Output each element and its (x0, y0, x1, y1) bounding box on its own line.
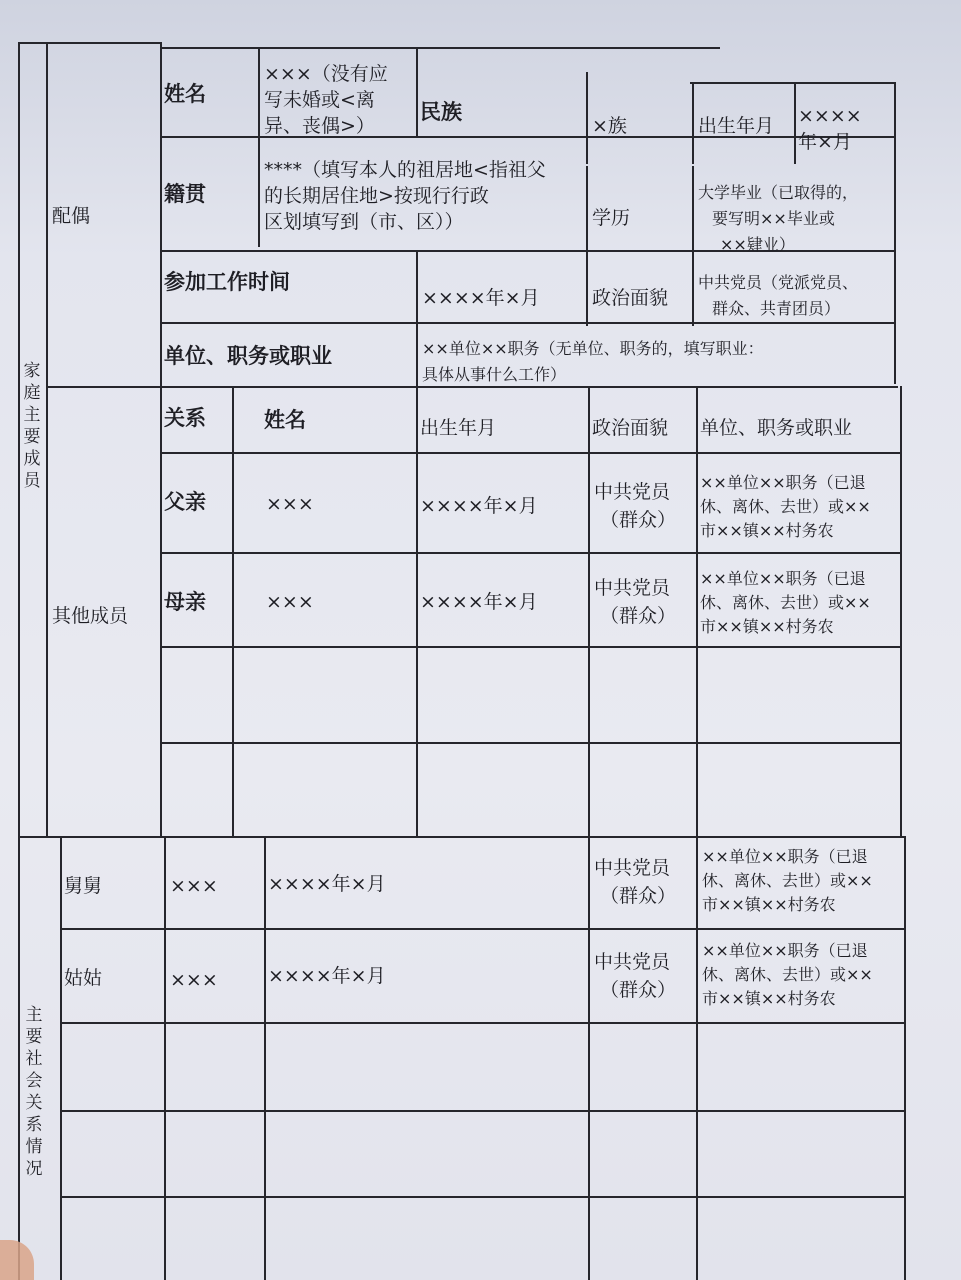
social-line (60, 1110, 906, 1112)
relation-cell: 舅舅 (64, 875, 103, 897)
job-cell-line: 市××镇××村务农 (700, 521, 834, 540)
others-header-political: 政治面貌 (592, 417, 669, 439)
others-line (160, 552, 902, 554)
relation-cell: 母亲 (164, 590, 206, 614)
job-cell-line: 市××镇××村务农 (700, 617, 834, 636)
relation-cell: 父亲 (164, 490, 206, 514)
political-cell-sub: （群众） (600, 885, 677, 907)
job-cell-line: ××单位××职务（已退 (702, 941, 868, 960)
spouse-line (416, 47, 418, 137)
social-line (60, 836, 62, 1280)
political-cell: 中共党员 (594, 857, 671, 879)
spouse-line (586, 166, 588, 326)
others-line (160, 742, 902, 744)
social-line (60, 928, 906, 930)
social-line (164, 836, 166, 1280)
spouse-top-line-right (690, 82, 896, 84)
others-line (160, 452, 902, 454)
form-page: 家庭主要成员 主要社会关系情况 配偶 姓名 ×××（没有应 写未婚或<离 异、丧偶>） 民族 ×族 出生年月 ×××× 年×月 籍贯 ****（填写本人的祖居地<指祖父 的长期居住地>按现行行政 区划填写到（市、区）） 学历 大学毕业（已取得的， 要写明××毕业或 ××肄业） 参加工作时间 ××××年×月 政治面貌 中共党员（党派党员、 群众、共青团员） 单位、职务或职业 ××单位××职务（无单位、职务的，填写职业： 具体从事什么工作） 其他成员 关系 姓名 出生年月 政治面貌 单位、职务或职业 父亲 ××× ××××年×月 中共党员 （群众） ××单位××职务（已退 休、离休、去世）或×× 市××镇××村务农 母亲 ××× ××××年×月 中共党员 （群众） ××单位××职务（已退 休、离休、去世）或×× 市××镇××村务农 舅舅 ××× ××××年×月 中共党员 （群众） ××单位××职务（已退 休、离休、去世）或×× 市××镇××村务农 姑姑 ××× ××××年×月 中共党员 （群众） ××单位××职务（已退 休、离休、去世）或×× 市××镇××村务农 (0, 0, 961, 1280)
spouse-group-label: 配偶 (52, 205, 91, 227)
spouse-line (692, 82, 694, 164)
others-line (160, 646, 902, 648)
job-cell-line: 休、离休、去世）或×× (700, 593, 871, 612)
job-cell-line: 市××镇××村务农 (702, 895, 836, 914)
name-cell: ××× (170, 875, 218, 897)
name-cell: ××× (266, 493, 314, 515)
spouse-line (692, 166, 694, 326)
birth-cell: ××××年×月 (420, 495, 538, 517)
family-bottom-line (18, 836, 904, 838)
section-label-social: 主要社会关系情况 (25, 1005, 43, 1179)
name-cell: ××× (170, 969, 218, 991)
finger-shadow (0, 1240, 34, 1280)
spouse-line (794, 82, 796, 164)
frame-top-line (18, 42, 160, 44)
political-cell: 中共党员 (594, 481, 671, 503)
others-header-job: 单位、职务或职业 (700, 417, 853, 439)
section-label-family: 家庭主要成员 (23, 361, 41, 491)
political-cell: 中共党员 (594, 951, 671, 973)
social-line (696, 836, 698, 1280)
birth-cell: ××××年×月 (268, 965, 386, 987)
spouse-line (586, 72, 588, 164)
spouse-ethnic-value: ×族 (592, 115, 627, 137)
birth-cell: ××××年×月 (420, 591, 538, 613)
frame-left-line (18, 42, 20, 1280)
job-cell-line: 市××镇××村务农 (702, 989, 836, 1008)
job-cell-line: ××单位××职务（已退 (700, 569, 866, 588)
relation-cell: 姑姑 (64, 967, 103, 989)
job-cell-line: ××单位××职务（已退 (702, 847, 868, 866)
spouse-worktime-label: 参加工作时间 (164, 270, 290, 294)
birth-cell: ××××年×月 (268, 873, 386, 895)
others-header-name: 姓名 (264, 408, 306, 432)
job-cell-line: 休、离休、去世）或×× (702, 965, 873, 984)
spouse-line (160, 322, 896, 324)
job-cell-line: 休、离休、去世）或×× (700, 497, 871, 516)
spouse-native-label: 籍贯 (164, 182, 206, 206)
spouse-job-label: 单位、职务或职业 (164, 344, 332, 368)
political-cell-sub: （群众） (600, 605, 677, 627)
spouse-political-label: 政治面貌 (592, 287, 669, 309)
group-divider-line (160, 42, 162, 838)
spouse-edu-label: 学历 (592, 207, 631, 229)
social-line (60, 1196, 906, 1198)
spouse-bottom-line (46, 386, 898, 388)
spouse-worktime-value: ××××年×月 (422, 287, 540, 309)
spouse-line (416, 250, 418, 322)
job-cell-line: ××单位××职务（已退 (700, 473, 866, 492)
job-cell-line: 休、离休、去世）或×× (702, 871, 873, 890)
others-group-label: 其他成员 (52, 605, 129, 627)
social-line (264, 836, 266, 1280)
section-divider-line (46, 42, 48, 838)
political-cell-sub: （群众） (600, 509, 677, 531)
others-header-relation: 关系 (164, 406, 206, 430)
social-right-line (904, 836, 906, 1280)
social-line (588, 836, 590, 1280)
spouse-name-label: 姓名 (164, 82, 206, 106)
political-cell-sub: （群众） (600, 979, 677, 1001)
spouse-top-line (160, 47, 720, 49)
social-line (60, 1022, 906, 1024)
others-header-birth: 出生年月 (420, 417, 497, 439)
political-cell: 中共党员 (594, 577, 671, 599)
spouse-line (258, 47, 260, 247)
name-cell: ××× (266, 591, 314, 613)
spouse-birth-label: 出生年月 (698, 115, 775, 137)
spouse-line (416, 322, 418, 386)
spouse-right-line (894, 82, 896, 384)
spouse-ethnic-label: 民族 (420, 100, 462, 124)
